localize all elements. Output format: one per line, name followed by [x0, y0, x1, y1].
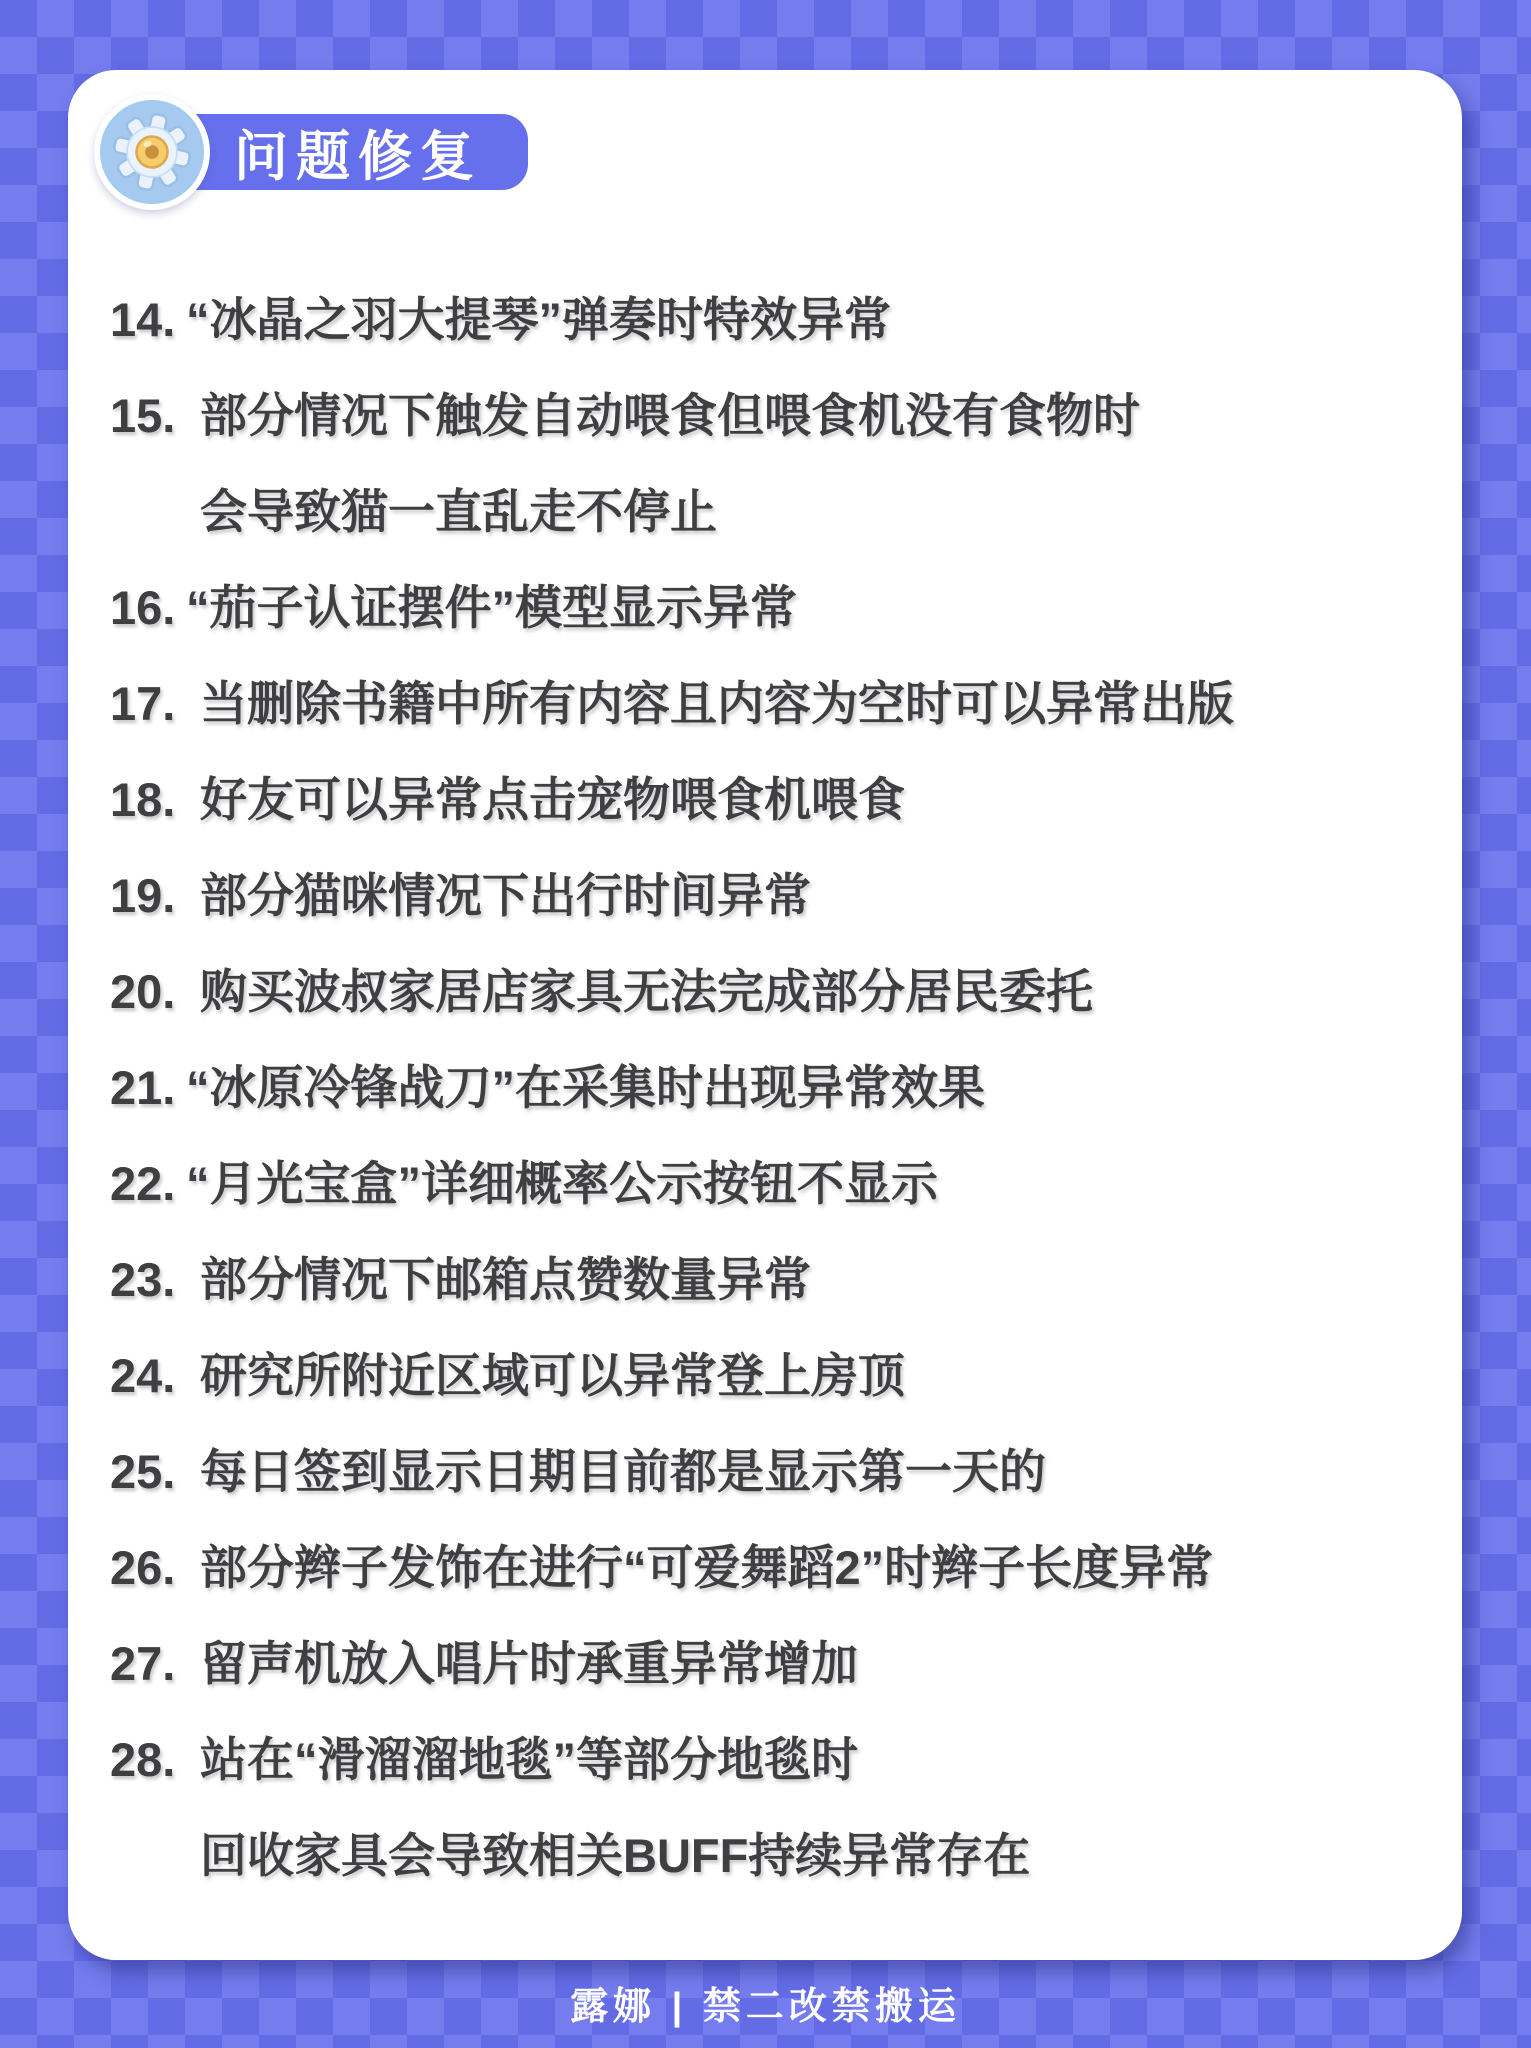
list-item — [110, 368, 1430, 560]
item-text — [200, 752, 905, 848]
item-text-line: “月光宝盒”详细概率公示按钮不显示 — [186, 1157, 938, 1210]
list-item — [110, 656, 1430, 752]
item-text — [200, 1328, 905, 1424]
item-text-line: 回收家具会导致相关BUFF持续异常存在 — [200, 1829, 1031, 1882]
item-text-line: 购买波叔家居店家具无法完成部分居民委托 — [200, 965, 1093, 1018]
item-number: 19. — [110, 869, 176, 922]
list-item — [110, 944, 1430, 1040]
list-item — [110, 560, 1430, 656]
item-text-line: 研究所附近区域可以异常登上房顶 — [200, 1349, 905, 1402]
item-text — [200, 656, 1234, 752]
item-number: 22. — [110, 1157, 176, 1210]
item-number: 18. — [110, 773, 176, 826]
item-text-line: 站在“滑溜溜地毯”等部分地毯时 — [200, 1733, 858, 1786]
item-text — [186, 272, 891, 368]
list-item — [110, 752, 1430, 848]
item-text-line: 会导致猫一直乱走不停止 — [200, 485, 717, 538]
item-text-line: 留声机放入唱片时承重异常增加 — [200, 1637, 858, 1690]
item-text-line: 每日签到显示日期目前都是显示第一天的 — [200, 1445, 1046, 1498]
item-number: 16. — [110, 581, 176, 634]
item-text-line: “冰晶之羽大提琴”弹奏时特效异常 — [186, 293, 891, 346]
item-text — [200, 944, 1093, 1040]
list-item — [110, 1232, 1430, 1328]
gear-icon — [94, 94, 210, 210]
list-item — [110, 1616, 1430, 1712]
item-text-line: 部分情况下触发自动喂食但喂食机没有食物时 — [200, 389, 1140, 442]
item-number: 28. — [110, 1733, 176, 1786]
item-number: 21. — [110, 1061, 176, 1114]
list-item — [110, 1520, 1430, 1616]
item-text — [186, 560, 797, 656]
page-title: 问题修复 — [234, 126, 482, 187]
list-item — [110, 1328, 1430, 1424]
section-header-badge — [94, 94, 528, 210]
list-item — [110, 1040, 1430, 1136]
list-item — [110, 848, 1430, 944]
item-number: 27. — [110, 1637, 176, 1690]
item-text-line: “冰原冷锋战刀”在采集时出现异常效果 — [186, 1061, 985, 1114]
item-number: 25. — [110, 1445, 176, 1498]
list-item — [110, 272, 1430, 368]
item-text — [200, 1424, 1046, 1520]
fix-list — [110, 272, 1430, 1904]
item-number: 15. — [110, 389, 176, 442]
list-item — [110, 1136, 1430, 1232]
item-text — [200, 1232, 811, 1328]
item-text — [200, 1712, 1030, 1904]
item-text — [200, 848, 811, 944]
list-item — [110, 1424, 1430, 1520]
item-text-line: 部分猫咪情况下出行时间异常 — [200, 869, 811, 922]
item-number: 20. — [110, 965, 176, 1018]
list-item — [110, 1712, 1430, 1904]
item-text — [186, 1136, 938, 1232]
item-number: 26. — [110, 1541, 176, 1594]
item-text-line: 当删除书籍中所有内容且内容为空时可以异常出版 — [200, 677, 1234, 730]
item-text — [200, 368, 1140, 560]
item-number: 17. — [110, 677, 176, 730]
item-text-line: 部分辫子发饰在进行“可爱舞蹈2”时辫子长度异常 — [200, 1541, 1214, 1594]
item-number: 24. — [110, 1349, 176, 1402]
item-text — [200, 1520, 1213, 1616]
item-number: 23. — [110, 1253, 176, 1306]
item-text-line: 好友可以异常点击宠物喂食机喂食 — [200, 773, 905, 826]
item-text-line: 部分情况下邮箱点赞数量异常 — [200, 1253, 811, 1306]
item-text — [186, 1040, 985, 1136]
credit-watermark: 露娜 | 禁二改禁搬运 — [570, 1986, 961, 2028]
item-text — [200, 1616, 858, 1712]
patch-notes-card — [68, 70, 1462, 1960]
item-number: 14. — [110, 293, 176, 346]
item-text-line: “茄子认证摆件”模型显示异常 — [186, 581, 797, 634]
